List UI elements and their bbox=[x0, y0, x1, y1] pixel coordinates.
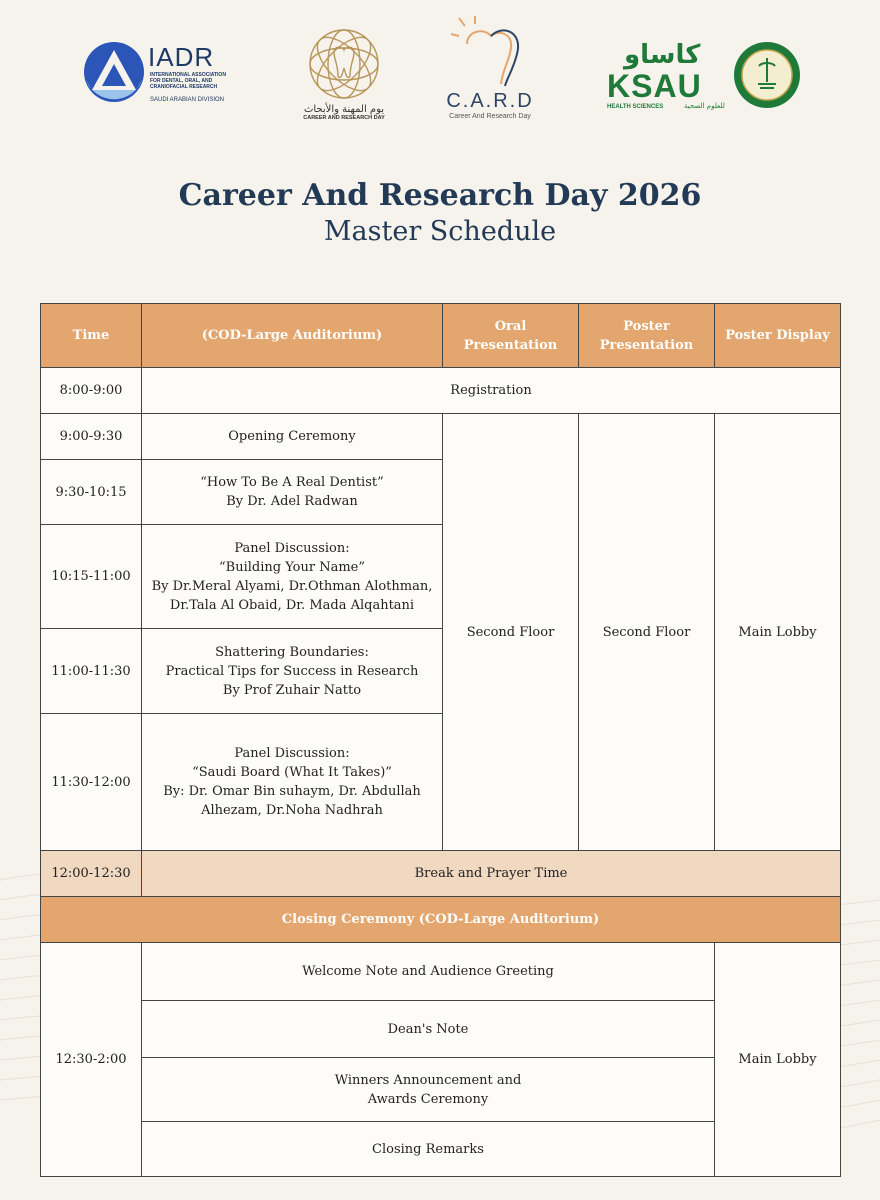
iadr-logo bbox=[82, 40, 252, 110]
ksau-name: KSAU bbox=[607, 68, 702, 104]
table-row bbox=[41, 414, 841, 460]
closing-item-cell: Winners Announcement and Awards Ceremony bbox=[142, 1058, 715, 1122]
closing-item-cell: Dean's Note bbox=[142, 1001, 715, 1058]
career-research-day-logo bbox=[296, 24, 392, 128]
time-cell: 11:00-11:30 bbox=[41, 629, 142, 714]
oral-location-cell: Second Floor bbox=[443, 414, 579, 851]
closing-header-row bbox=[41, 897, 841, 943]
time-cell: 12:30-2:00 bbox=[41, 943, 142, 1177]
table-header-row bbox=[41, 304, 841, 368]
session-cell: Opening Ceremony bbox=[142, 414, 443, 460]
session-cell: “How To Be A Real Dentist” By Dr. Adel Radwan bbox=[142, 460, 443, 525]
logo-header bbox=[0, 0, 880, 140]
card-subtitle: Career And Research Day bbox=[449, 113, 531, 120]
iadr-full-name: INTERNATIONAL ASSOCIATION FOR DENTAL, ORAL, AND CRANIOFACIAL RESEARCH bbox=[150, 72, 226, 90]
break-cell: Break and Prayer Time bbox=[142, 851, 841, 897]
session-cell: Panel Discussion: “Building Your Name” By Dr.Meral Alyami, Dr.Othman Alothman, Dr.Tala Al Obaid, Dr. Mada Alqahtani bbox=[142, 525, 443, 629]
iadr-emblem-icon bbox=[82, 40, 146, 104]
session-cell: Panel Discussion: “Saudi Board (What It Takes)” By: Dr. Omar Bin suhaym, Dr. Abdullah Alhezam, Dr.Noha Nadhrah bbox=[142, 714, 443, 851]
card-tooth-icon bbox=[445, 14, 535, 90]
crd-arabic-name: يوم المهنة والأبحاث bbox=[303, 104, 385, 115]
page-subtitle: Master Schedule bbox=[323, 216, 557, 247]
time-cell: 9:00-9:30 bbox=[41, 414, 142, 460]
card-name: C.A.R.D bbox=[446, 90, 534, 112]
iadr-name: IADR bbox=[148, 42, 215, 72]
ksau-subtitle: HEALTH SCIENCES bbox=[607, 104, 664, 110]
header-time: Time bbox=[41, 304, 142, 368]
header-poster-presentation: Poster Presentation bbox=[579, 304, 715, 368]
time-cell: 10:15-11:00 bbox=[41, 525, 142, 629]
ksau-subtitle-arabic: للعلوم الصحية bbox=[684, 102, 725, 110]
crd-english-name: CAREER AND RESEARCH DAY bbox=[303, 115, 385, 121]
ksau-seal-icon bbox=[732, 40, 802, 110]
ksau-arabic-name: كاساو bbox=[624, 40, 701, 70]
time-cell: 9:30-10:15 bbox=[41, 460, 142, 525]
iadr-division: SAUDI ARABIAN DIVISION bbox=[150, 97, 225, 103]
display-location-cell: Main Lobby bbox=[715, 414, 841, 851]
registration-cell: Registration bbox=[142, 368, 841, 414]
closing-display-location-cell: Main Lobby bbox=[715, 943, 841, 1177]
table-row bbox=[41, 943, 841, 1001]
card-logo bbox=[440, 14, 540, 128]
page-title: Career And Research Day 2026 bbox=[178, 178, 702, 213]
time-cell: 12:00-12:30 bbox=[41, 851, 142, 897]
session-cell: Shattering Boundaries: Practical Tips for Success in Research By Prof Zuhair Natto bbox=[142, 629, 443, 714]
time-cell: 11:30-12:00 bbox=[41, 714, 142, 851]
poster-location-cell: Second Floor bbox=[579, 414, 715, 851]
header-poster-display: Poster Display bbox=[715, 304, 841, 368]
closing-item-cell: Closing Remarks bbox=[142, 1122, 715, 1177]
schedule-table bbox=[40, 303, 841, 1177]
table-row-registration bbox=[41, 368, 841, 414]
closing-header: Closing Ceremony (COD-Large Auditorium) bbox=[41, 897, 841, 943]
table-row-break bbox=[41, 851, 841, 897]
header-auditorium: (COD-Large Auditorium) bbox=[142, 304, 443, 368]
time-cell: 8:00-9:00 bbox=[41, 368, 142, 414]
header-oral-presentation: Oral Presentation bbox=[443, 304, 579, 368]
closing-item-cell: Welcome Note and Audience Greeting bbox=[142, 943, 715, 1001]
tooth-emblem-icon bbox=[304, 24, 384, 104]
ksau-logo bbox=[604, 40, 804, 116]
